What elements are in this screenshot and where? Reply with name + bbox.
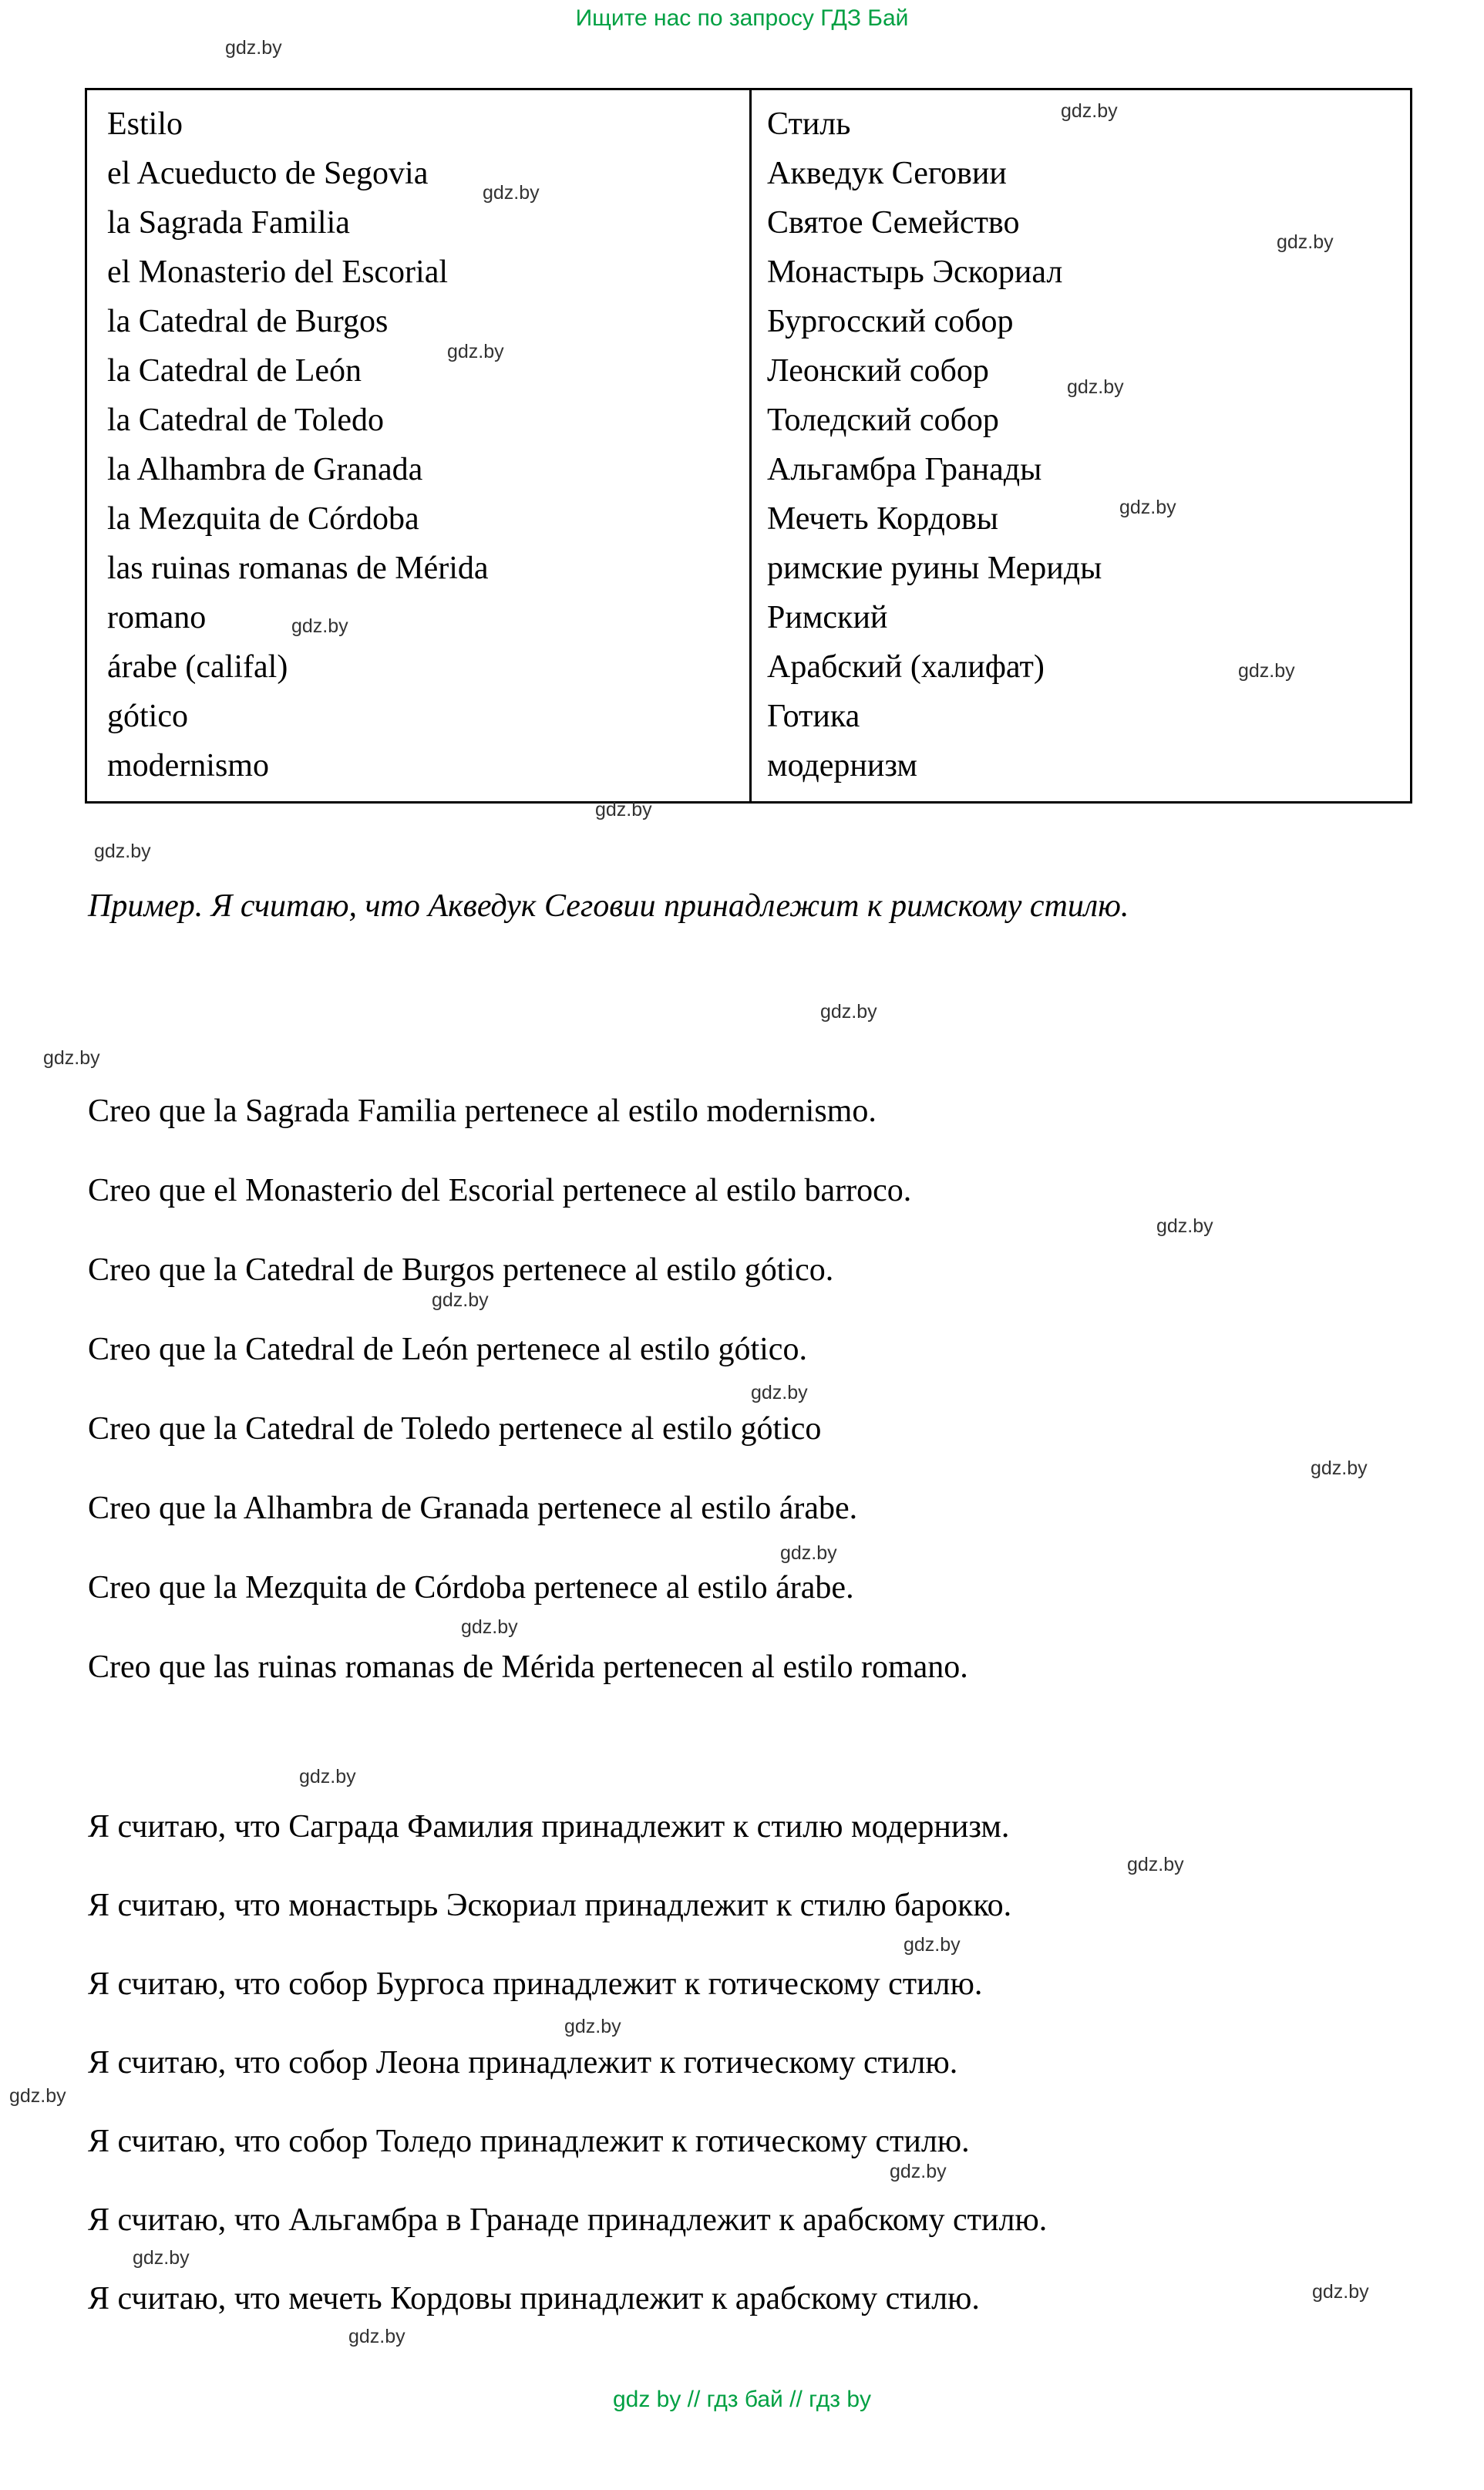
table-cell-text: el Acueducto de Segovia (107, 156, 429, 191)
russian-sentence: Я считаю, что мечеть Кордовы принадлежит к арабскому стилю. (88, 2281, 980, 2316)
watermark: gdz.by (447, 341, 504, 362)
spanish-sentence: Creo que las ruinas romanas de Mérida pertenecen al estilo romano. (88, 1649, 968, 1685)
russian-sentence: Я считаю, что Альгамбра в Гранаде принадлежит к арабскому стилю. (88, 2202, 1048, 2238)
table-cell-text: la Alhambra de Granada (107, 452, 423, 487)
table-cell-text: Толедский собор (767, 403, 999, 438)
watermark: gdz.by (780, 1542, 837, 1564)
watermark: gdz.by (595, 799, 652, 820)
spanish-sentence: Creo que el Monasterio del Escorial pertenece al estilo barroco. (88, 1173, 912, 1208)
top-banner: Ищите нас по запросу ГДЗ Бай (575, 5, 909, 31)
table-cell-text: la Mezquita de Córdoba (107, 501, 419, 537)
watermark: gdz.by (1156, 1215, 1213, 1237)
table-cell-text: la Sagrada Familia (107, 205, 350, 241)
watermark: gdz.by (461, 1616, 518, 1638)
table-cell-text: las ruinas romanas de Mérida (107, 551, 489, 586)
russian-sentence: Я считаю, что монастырь Эскориал принадлежит к стилю барокко. (88, 1888, 1012, 1923)
table-cell-text: gótico (107, 699, 188, 734)
watermark: gdz.by (483, 182, 540, 204)
table-cell-text: la Catedral de Burgos (107, 304, 389, 339)
watermark: gdz.by (1312, 2281, 1369, 2303)
watermark: gdz.by (904, 1934, 961, 1956)
table-cell-text: romano (107, 600, 207, 635)
watermark: gdz.by (133, 2247, 190, 2269)
styles-table (85, 88, 1412, 804)
watermark: gdz.by (291, 615, 348, 637)
watermark: gdz.by (1311, 1457, 1368, 1479)
watermark: gdz.by (1067, 376, 1124, 398)
bottom-banner: gdz by // гдз бай // гдз by (612, 2387, 872, 2412)
table-cell-text: римские руины Мериды (767, 551, 1102, 586)
russian-sentence: Я считаю, что собор Толедо принадлежит к готическому стилю. (88, 2124, 970, 2159)
spanish-sentence: Creo que la Alhambra de Granada pertenece al estilo árabe. (88, 1491, 858, 1526)
spanish-sentence: Creo que la Catedral de León pertenece al estilo gótico. (88, 1332, 807, 1367)
spanish-sentence: Creo que la Catedral de Toledo pertenece al estilo gótico (88, 1411, 822, 1447)
watermark: gdz.by (1238, 660, 1295, 682)
table-cell-text: Готика (767, 699, 860, 734)
spanish-sentence: Creo que la Catedral de Burgos pertenece al estilo gótico. (88, 1252, 834, 1288)
example-sentence: Пример. Я считаю, что Акведук Сеговии принадлежит к римскому стилю. (88, 888, 1129, 924)
table-cell-text: Бургосский собор (767, 304, 1014, 339)
spanish-sentence: Creo que la Mezquita de Córdoba pertenece al estilo árabe. (88, 1570, 854, 1606)
table-cell-text: Акведук Сеговии (767, 156, 1007, 191)
watermark: gdz.by (299, 1766, 356, 1787)
watermark: gdz.by (348, 2326, 405, 2347)
watermark: gdz.by (1061, 100, 1118, 122)
watermark: gdz.by (225, 37, 282, 59)
table-cell-text: модернизм (767, 748, 917, 783)
table-cell-text: árabe (califal) (107, 649, 288, 685)
watermark: gdz.by (9, 2085, 66, 2107)
watermark: gdz.by (1119, 497, 1176, 518)
table-cell-text: Стиль (767, 106, 851, 142)
table-cell-text: Альгамбра Гранады (767, 452, 1042, 487)
table-cell-text: Estilo (107, 106, 183, 142)
watermark: gdz.by (890, 2161, 947, 2182)
russian-sentence: Я считаю, что собор Леона принадлежит к готическому стилю. (88, 2045, 958, 2081)
table-cell-text: Леонский собор (767, 353, 989, 389)
table-column-spanish (87, 90, 752, 801)
table-cell-text: Святое Семейство (767, 205, 1020, 241)
watermark: gdz.by (1127, 1854, 1184, 1875)
watermark: gdz.by (751, 1382, 808, 1403)
table-cell-text: modernismo (107, 748, 269, 783)
watermark: gdz.by (564, 2016, 621, 2037)
russian-sentence: Я считаю, что Саграда Фамилия принадлежит к стилю модернизм. (88, 1809, 1010, 1845)
table-cell-text: Арабский (халифат) (767, 649, 1045, 685)
spanish-sentences-block (88, 1092, 1445, 1727)
table-cell-text: Римский (767, 600, 888, 635)
russian-sentences-block (88, 1808, 1445, 2358)
watermark: gdz.by (43, 1047, 100, 1069)
table-cell-text: la Catedral de Toledo (107, 403, 384, 438)
table-column-russian (752, 90, 1410, 801)
russian-sentence: Я считаю, что собор Бургоса принадлежит к готическому стилю. (88, 1966, 983, 2002)
table-cell-text: el Monasterio del Escorial (107, 254, 449, 290)
table-cell-text: Мечеть Кордовы (767, 501, 998, 537)
table-cell-text: la Catedral de León (107, 353, 362, 389)
table-cell-text: Монастырь Эскориал (767, 254, 1063, 290)
watermark: gdz.by (1277, 231, 1334, 253)
spanish-sentence: Creo que la Sagrada Familia pertenece al estilo modernismo. (88, 1093, 877, 1129)
watermark: gdz.by (432, 1289, 489, 1311)
watermark: gdz.by (820, 1001, 877, 1023)
watermark: gdz.by (94, 841, 151, 862)
